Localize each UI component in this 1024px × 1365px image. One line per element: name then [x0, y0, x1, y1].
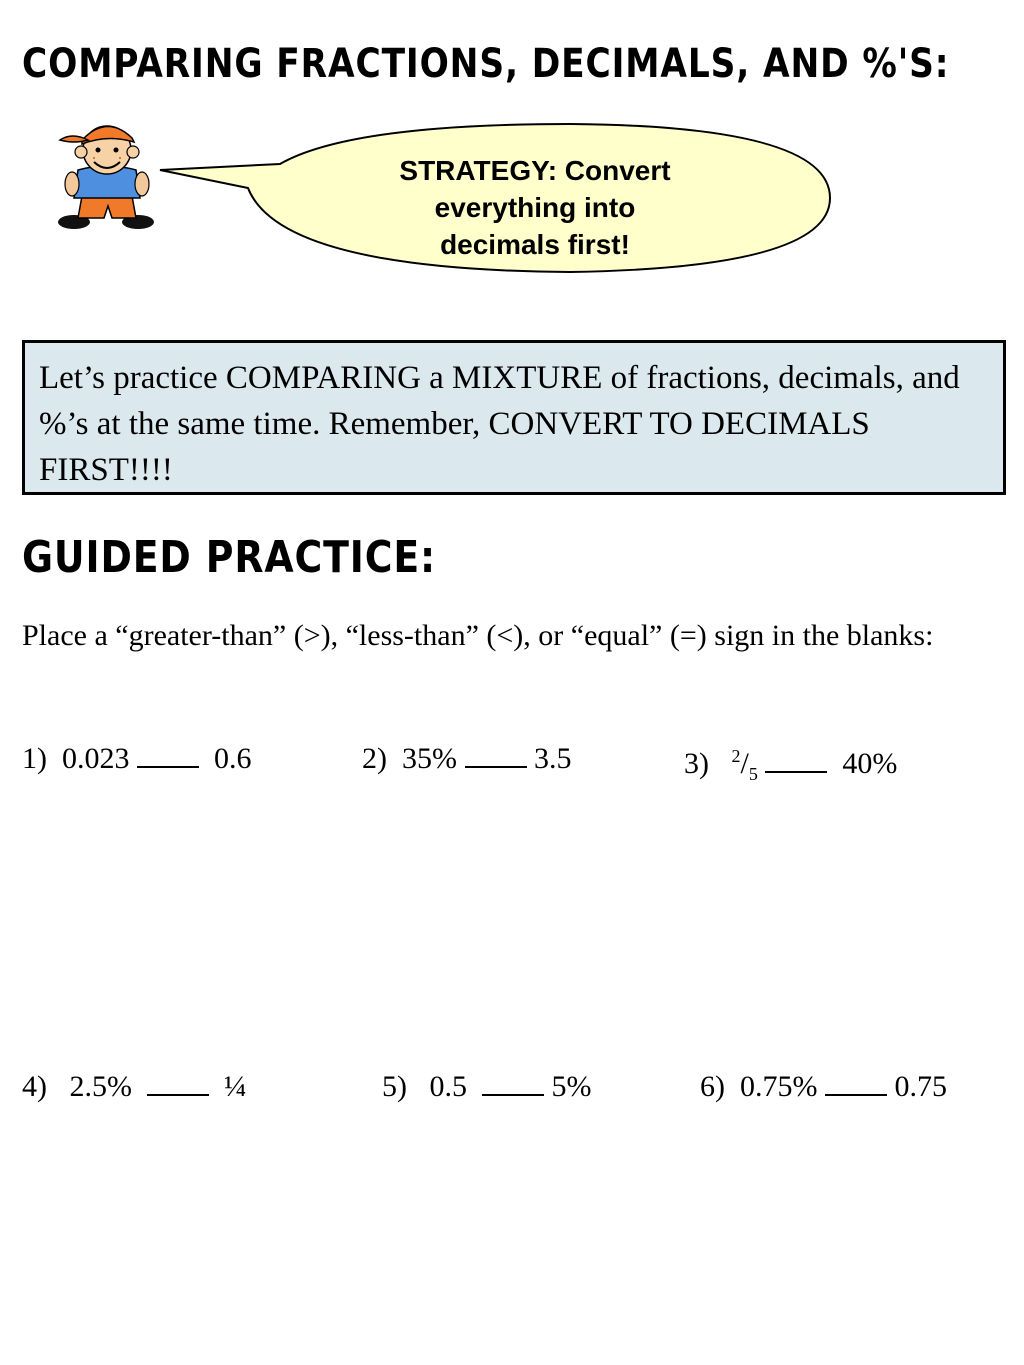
directions-text: Place a “greater-than” (>), “less-than” (<), or “equal” (=) sign in the blanks:	[22, 619, 934, 652]
left-value: 0.023	[62, 742, 130, 775]
problem-number: 4)	[22, 1070, 47, 1103]
strategy-line: everything into	[434, 192, 636, 223]
answer-blank[interactable]	[147, 1066, 209, 1096]
problem-2	[362, 738, 572, 777]
left-value: 0.5	[429, 1070, 467, 1103]
problem-3	[684, 738, 897, 792]
left-value: 2.5%	[69, 1070, 132, 1103]
cartoon-boy-icon	[52, 118, 162, 234]
problem-1	[22, 738, 252, 777]
right-value: 40%	[842, 747, 898, 780]
answer-blank[interactable]	[465, 738, 527, 768]
instruction-text: Let’s practice COMPARING a MIXTURE of fractions, decimals, and %’s at the same time. Remember, CONVERT TO DECIMALS FIRST!!!!	[39, 360, 960, 488]
strategy-text	[340, 152, 730, 263]
answer-blank[interactable]	[825, 1066, 887, 1096]
problem-number: 1)	[22, 742, 47, 775]
problem-6	[700, 1066, 947, 1105]
right-value: 3.5	[534, 742, 572, 775]
denominator: 5	[748, 764, 758, 784]
left-value: 0.75%	[740, 1070, 818, 1103]
page-title: COMPARING FRACTIONS, DECIMALS, AND %'S:	[22, 41, 950, 87]
left-value: 35%	[402, 742, 457, 775]
answer-blank[interactable]	[482, 1066, 544, 1096]
strategy-line: decimals first!	[440, 229, 630, 260]
instruction-box	[22, 340, 1006, 495]
problem-number: 5)	[382, 1070, 407, 1103]
problem-4	[22, 1066, 247, 1105]
problem-number: 6)	[700, 1070, 725, 1103]
problem-5	[382, 1066, 592, 1105]
problem-number: 2)	[362, 742, 387, 775]
right-value: 0.75	[894, 1070, 947, 1103]
right-value: 5%	[551, 1070, 592, 1103]
problem-number: 3)	[684, 747, 709, 780]
fraction	[731, 746, 758, 784]
section-heading: GUIDED PRACTICE:	[22, 532, 437, 583]
answer-blank[interactable]	[765, 743, 827, 773]
right-value: ¼	[224, 1070, 247, 1103]
numerator: 2	[731, 746, 741, 766]
fraction-slash: /	[740, 747, 749, 780]
strategy-line: STRATEGY: Convert	[399, 155, 671, 186]
right-value: 0.6	[214, 742, 252, 775]
answer-blank[interactable]	[137, 738, 199, 768]
